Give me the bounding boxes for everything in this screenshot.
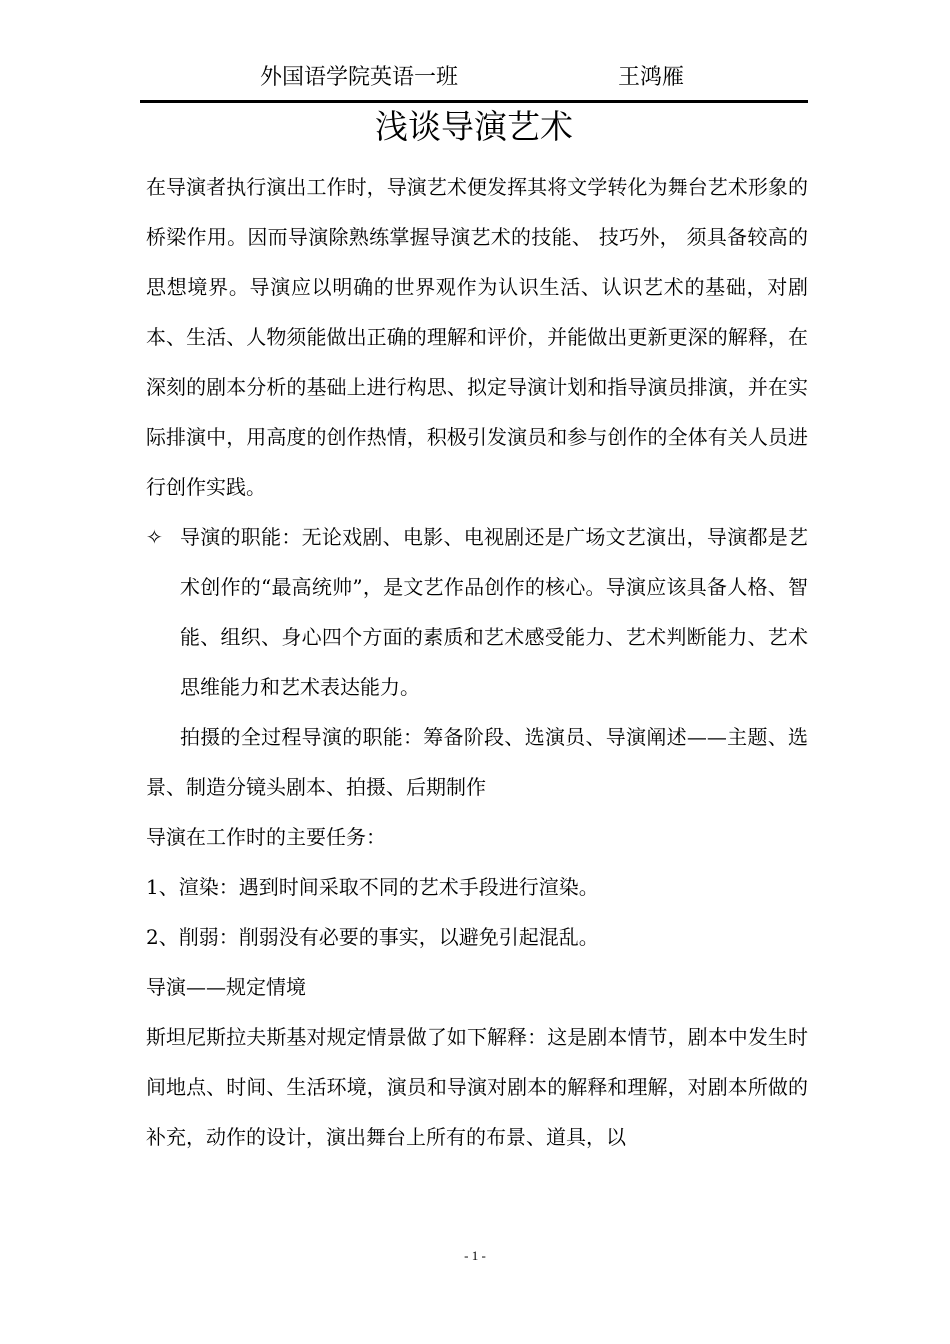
document-title: 浅谈导演艺术 [375,107,573,146]
bullet-paragraph [146,512,808,712]
page-header [140,58,808,98]
header-author-name: 王鸿雁 [618,65,685,90]
intro-paragraph: 在导演者执行演出工作时，导演艺术便发挥其将文学转化为舞台艺术形象的桥梁作用。因而导演除熟练掌握导演艺术的技能、 技巧外， 须具备较高的思想境界。导演应以明确的世界观作为认识生活、认识艺术的基础，对剧本、生活、人物须能做出正确的理解和评价，并能做出更新更深的解释，在深刻的剧本分析的基础上进行构思、拟定导演计划和指导演员排演，并在实际排演中，用高度的创作热情，积极引发演员和参与创作的全体有关人员进行创作实践。 [146,175,808,499]
process-paragraph: 拍摄的全过程导演的职能：筹备阶段、选演员、导演阐述——主题、选景、制造分镜头剧本、拍摄、后期制作 [146,725,808,799]
task-item-1: 1、渲染：遇到时间采取不同的艺术手段进行渲染。 [146,875,599,899]
header-class-name: 外国语学院英语一班 [260,65,459,90]
page-number: - 1 - [464,1248,486,1263]
diamond-bullet-icon: ✧ [146,525,163,549]
situation-paragraph: 斯坦尼斯拉夫斯基对规定情景做了如下解释：这是剧本情节，剧本中发生时间地点、时间、生活环境，演员和导演对剧本的解释和理解，对剧本所做的补充，动作的设计，演出舞台上所有的布景、道具，以 [146,1025,808,1149]
header-divider [140,100,808,103]
tasks-heading: 导演在工作时的主要任务： [146,825,386,849]
situation-heading: 导演——规定情境 [146,975,306,999]
bullet-text: 导演的职能：无论戏剧、电影、电视剧还是广场文艺演出，导演都是艺术创作的“最高统帅”，是文艺作品创作的核心。导演应该具备人格、智能、组织、身心四个方面的素质和艺术感受能力、艺术判断能力、艺术思维能力和艺术表达能力。 [180,525,808,699]
document-body [146,162,808,1162]
task-item-2: 2、削弱：削弱没有必要的事实，以避免引起混乱。 [146,925,599,949]
